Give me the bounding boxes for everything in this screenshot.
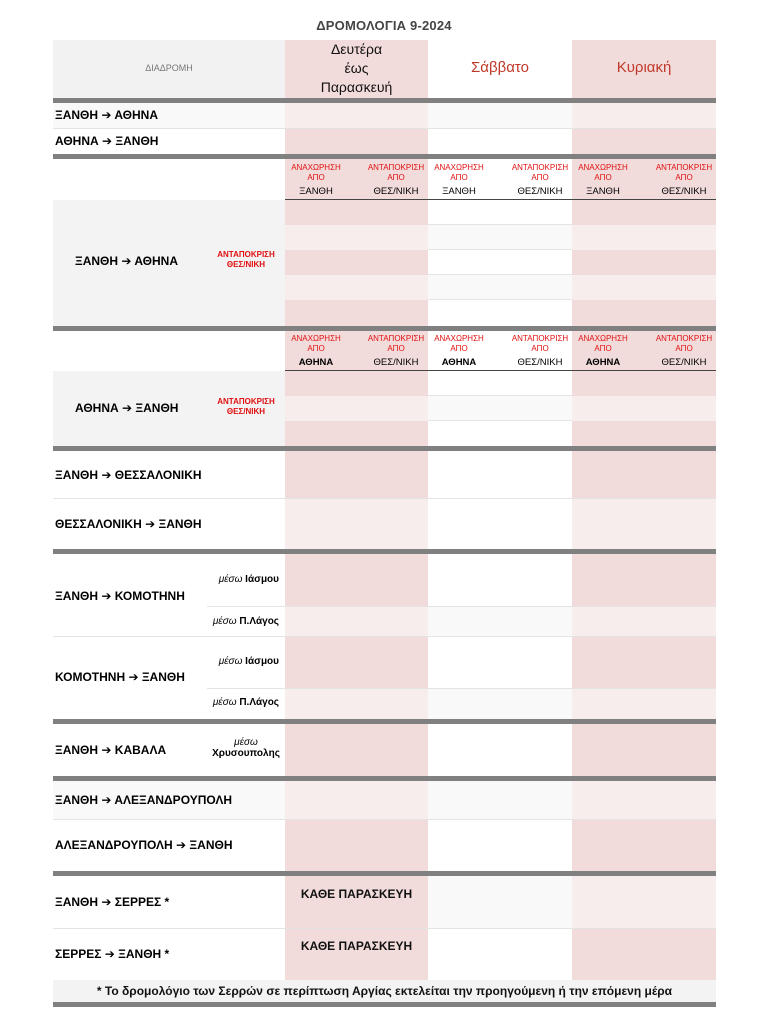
route-athina-xanthi-connection: ΑΘΗΝΑ ➔ ΞΑΝΘΗ: [75, 401, 179, 415]
label-connection: ΑΝΤΑΠΟΚΡΙΣΗ ΑΠΟ: [511, 163, 569, 182]
cell: [428, 876, 572, 928]
label-city: ΘΕΣ/ΝΙΚΗ: [661, 357, 707, 368]
label-departure: ΑΝΑΧΩΡΗΣΗ ΑΠΟ: [578, 334, 628, 353]
route-xanthi-komotini: ΞΑΝΘΗ ➔ ΚΟΜΟΤΗΝΗ: [55, 589, 185, 603]
cell: [572, 607, 716, 636]
cell: [285, 554, 428, 607]
via-word: μέσω: [212, 697, 237, 708]
cell: [572, 396, 716, 421]
divider: [53, 1002, 716, 1007]
cell: [285, 300, 428, 326]
label-departure: ΑΝΑΧΩΡΗΣΗ ΑΠΟ: [291, 334, 341, 353]
cell: [285, 103, 428, 128]
route-xanthi-athina-connection: ΞΑΝΘΗ ➔ ΑΘΗΝΑ: [75, 254, 179, 268]
route-xanthi-athina: ΞΑΝΘΗ ➔ ΑΘΗΝΑ: [55, 108, 159, 122]
cell: [572, 129, 716, 154]
row-divider: [53, 636, 716, 637]
cell: [428, 225, 572, 250]
cell: [428, 103, 572, 128]
label-city: ΘΕΣ/ΝΙΚΗ: [517, 357, 563, 368]
cell: [572, 689, 716, 719]
row-divider: [53, 819, 716, 820]
route-thessaloniki-xanthi: ΘΕΣΣΑΛΟΝΙΚΗ ➔ ΞΑΝΘΗ: [55, 517, 202, 531]
cell: [428, 819, 572, 871]
via-plagos: [207, 697, 279, 708]
cell: [285, 275, 428, 300]
label-city: ΞΑΝΘΗ: [586, 186, 620, 197]
header-weekdays: Δευτέρα έως Παρασκευή: [320, 41, 393, 95]
via-iasmos: [207, 574, 279, 585]
cell: [285, 451, 428, 499]
cell: [572, 300, 716, 326]
cell: [285, 689, 428, 719]
cell: [428, 300, 572, 326]
row-divider: [428, 395, 572, 396]
route-xanthi-serres: ΞΑΝΘΗ ➔ ΣΕΡΡΕΣ *: [55, 895, 170, 909]
cell: [572, 499, 716, 549]
via-place: Χρυσουπολης: [212, 748, 280, 759]
label-connection: ΑΝΤΑΠΟΚΡΙΣΗ ΑΠΟ: [367, 334, 425, 353]
route-alexandroupoli-xanthi: ΑΛΕΞΑΝΔΡΟΥΠΟΛΗ ➔ ΞΑΝΘΗ: [55, 838, 233, 852]
cell: [428, 371, 572, 396]
label-departure: ΑΝΑΧΩΡΗΣΗ ΑΠΟ: [434, 163, 484, 182]
row-divider: [207, 688, 716, 689]
cell: [428, 275, 572, 300]
cell: [572, 275, 716, 300]
label-city: ΘΕΣ/ΝΙΚΗ: [661, 186, 707, 197]
route-komotini-xanthi: ΚΟΜΟΤΗΝΗ ➔ ΞΑΝΘΗ: [55, 670, 185, 684]
cell: [572, 819, 716, 871]
route-serres-xanthi: ΣΕΡΡΕΣ ➔ ΞΑΝΘΗ *: [55, 947, 170, 961]
via-place: Ιάσμου: [245, 574, 279, 585]
cell: [285, 819, 428, 871]
cell: [572, 928, 716, 980]
label-city: ΘΕΣ/ΝΙΚΗ: [373, 357, 419, 368]
page-title: ΔΡΟΜΟΛΟΓΙΑ 9-2024: [316, 18, 452, 33]
label-connection: ΑΝΤΑΠΟΚΡΙΣΗ ΑΠΟ: [655, 334, 713, 353]
cell: [285, 928, 428, 980]
label-departure: ΑΝΑΧΩΡΗΣΗ ΑΠΟ: [291, 163, 341, 182]
label-city: ΑΘΗΝΑ: [441, 357, 477, 368]
row-divider: [53, 128, 716, 129]
via-place: Π.Λάγος: [239, 616, 279, 627]
cell: [285, 724, 428, 776]
via-plagos: [207, 616, 279, 627]
cell: [428, 636, 572, 689]
row-divider: [428, 249, 572, 250]
cell: [572, 371, 716, 396]
label-city: ΞΑΝΘΗ: [299, 186, 333, 197]
cell: [285, 250, 428, 275]
header-saturday-cell: [428, 40, 572, 98]
header-route-label: ΔΙΑΔΡΟΜΗ: [145, 63, 193, 73]
cell: [428, 607, 572, 636]
cell: [428, 554, 572, 607]
route-athina-xanthi: ΑΘΗΝΑ ➔ ΞΑΝΘΗ: [55, 134, 159, 148]
label-connection: ΑΝΤΑΠΟΚΡΙΣΗ ΑΠΟ: [655, 163, 713, 182]
via-word: μέσω: [234, 737, 258, 748]
cell: [285, 636, 428, 689]
header-sunday-cell: [572, 40, 716, 98]
cell: [428, 451, 572, 499]
label-city: ΑΘΗΝΑ: [298, 357, 334, 368]
cell: [428, 499, 572, 549]
via-place: Ιάσμου: [245, 656, 279, 667]
cell: [572, 225, 716, 250]
cell: [428, 724, 572, 776]
every-friday-label: ΚΑΘΕ ΠΑΡΑΣΚΕΥΗ: [300, 887, 413, 901]
cell: [428, 129, 572, 154]
header-saturday: Σάββατο: [471, 59, 529, 76]
row-divider: [53, 498, 716, 499]
cell: [285, 781, 428, 819]
label-departure: ΑΝΑΧΩΡΗΣΗ ΑΠΟ: [434, 334, 484, 353]
header-sunday: Κυριακή: [616, 59, 672, 76]
route-xanthi-kavala: ΞΑΝΘΗ ➔ ΚΑΒΑΛΑ: [55, 743, 167, 757]
label-city: ΞΑΝΘΗ: [442, 186, 476, 197]
cell: [285, 607, 428, 636]
cell: [285, 396, 428, 421]
header-weekdays-cell: [285, 40, 428, 98]
cell: [53, 331, 285, 371]
cell: [428, 421, 572, 446]
cell: [572, 876, 716, 928]
cell: [572, 781, 716, 819]
via-chrysoupoli: [207, 737, 285, 759]
cell: [428, 781, 572, 819]
row-divider: [207, 606, 716, 607]
via-word: μέσω: [218, 656, 243, 667]
route-xanthi-alexandroupoli: ΞΑΝΘΗ ➔ ΑΛΕΞΑΝΔΡΟΥΠΟΛΗ: [55, 793, 233, 807]
cell: [572, 451, 716, 499]
label-city: ΘΕΣ/ΝΙΚΗ: [373, 186, 419, 197]
row-divider: [428, 274, 572, 275]
cell: [285, 499, 428, 549]
via-word: μέσω: [212, 616, 237, 627]
cell: [428, 250, 572, 275]
every-friday-label: ΚΑΘΕ ΠΑΡΑΣΚΕΥΗ: [300, 939, 413, 953]
cell: [572, 724, 716, 776]
row-divider: [428, 420, 572, 421]
row-divider: [428, 224, 572, 225]
label-connection-thes: ΑΝΤΑΠΟΚΡΙΣΗ ΘΕΣ/ΝΙΚΗ: [217, 250, 275, 269]
row-divider: [53, 928, 716, 929]
cell: [572, 103, 716, 128]
header-route-cell: [53, 40, 285, 98]
cell: [428, 200, 572, 225]
cell: [53, 159, 285, 200]
cell: [428, 928, 572, 980]
label-connection: ΑΝΤΑΠΟΚΡΙΣΗ ΑΠΟ: [511, 334, 569, 353]
cell: [572, 554, 716, 607]
cell: [428, 396, 572, 421]
cell: [285, 371, 428, 396]
via-iasmos: [207, 656, 279, 667]
route-xanthi-thessaloniki: ΞΑΝΘΗ ➔ ΘΕΣΣΑΛΟΝΙΚΗ: [55, 468, 202, 482]
label-city: ΑΘΗΝΑ: [585, 357, 621, 368]
cell: [285, 225, 428, 250]
row-divider: [428, 299, 572, 300]
label-departure: ΑΝΑΧΩΡΗΣΗ ΑΠΟ: [578, 163, 628, 182]
cell: [572, 250, 716, 275]
cell: [285, 876, 428, 928]
via-place: Π.Λάγος: [239, 697, 279, 708]
cell: [428, 689, 572, 719]
cell: [285, 129, 428, 154]
cell: [572, 200, 716, 225]
label-connection-thes: ΑΝΤΑΠΟΚΡΙΣΗ ΘΕΣ/ΝΙΚΗ: [217, 397, 275, 416]
footnote: * Το δρομολόγιο των Σερρών σε περίπτωση Αργίας εκτελείται την προηγούμενη ή την επόμενη μέρα: [53, 980, 716, 1002]
via-word: μέσω: [218, 574, 243, 585]
cell: [285, 200, 428, 225]
cell: [572, 421, 716, 446]
cell: [285, 421, 428, 446]
label-connection: ΑΝΤΑΠΟΚΡΙΣΗ ΑΠΟ: [367, 163, 425, 182]
label-city: ΘΕΣ/ΝΙΚΗ: [517, 186, 563, 197]
cell: [572, 636, 716, 689]
